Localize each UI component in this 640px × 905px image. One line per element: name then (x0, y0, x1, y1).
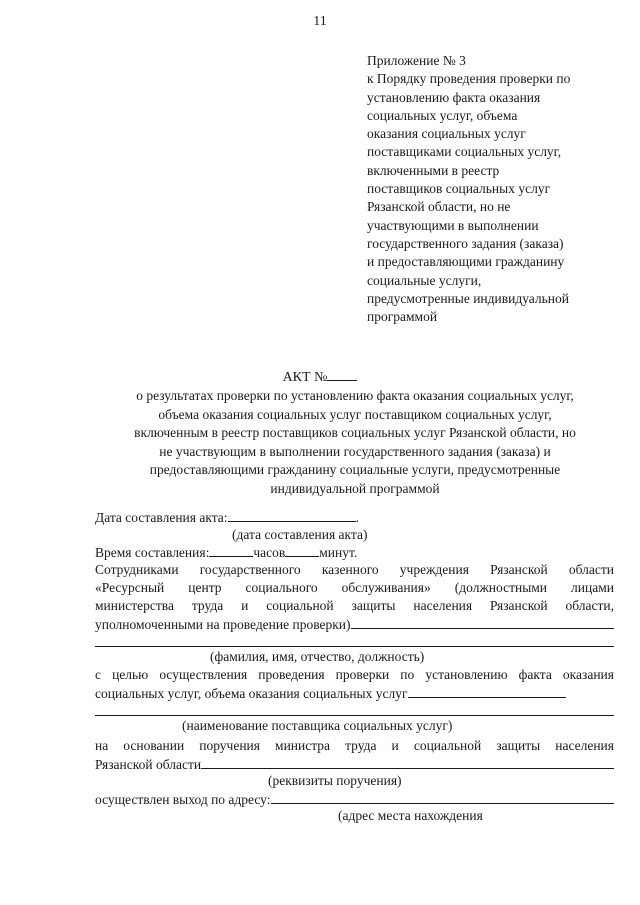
hours-field[interactable] (209, 543, 253, 557)
appendix-line: включенными в реестр (367, 162, 500, 178)
minutes-field[interactable] (285, 543, 319, 557)
appendix-line: социальных услуг, объема (367, 107, 518, 123)
address-field[interactable] (271, 790, 615, 804)
page-number: 11 (313, 14, 327, 29)
purpose-row (95, 684, 614, 703)
provider-line[interactable] (95, 715, 614, 716)
act-title-text: АКТ № (282, 370, 328, 385)
subtitle-line: включенным в реестр поставщиков социальных услуг Рязанской области, но (134, 425, 576, 440)
fio-caption: (фамилия, имя, отчество, должность) (210, 649, 425, 664)
appendix-line: к Порядку проведения проверки по (367, 71, 571, 87)
appendix-line: социальные услуги, (367, 272, 482, 288)
subtitle-line: индивидуальной программой (270, 480, 440, 496)
subtitle-line: о результатах проверки по установлению факта оказания социальных услуг, (136, 388, 574, 403)
appendix-line: Приложение № 3 (367, 53, 466, 68)
time-label: Время составления: (95, 545, 210, 560)
appendix-line: государственного задания (заказа) (367, 235, 564, 251)
purpose-line: с целью осуществления проведения проверки по установлению факта оказания (95, 667, 614, 682)
appendix-line: установлению факта оказания (367, 89, 541, 105)
inspectors-line[interactable] (95, 646, 614, 647)
date-row (95, 508, 614, 527)
provider-caption: (наименование поставщика социальных услуг) (182, 718, 453, 733)
purpose-line: социальных услуг, объема оказания социальных услуг (95, 686, 408, 701)
employees-line: министерства труда и социальной защиты населения Рязанской области, (95, 598, 614, 613)
appendix-line: программой (367, 309, 438, 325)
date-end: . (355, 510, 359, 525)
subtitle-line: не участвующим в выполнении государственного задания (заказа) и (159, 443, 551, 459)
appendix-block (367, 52, 629, 326)
appendix-line: Рязанской области, но не (367, 199, 511, 215)
appendix-line: оказания социальных услуг (367, 126, 526, 142)
appendix-line: участвующими в выполнении (367, 217, 539, 233)
employees-line: «Ресурсный центр социального обслуживания» (должностными лицами (95, 580, 614, 595)
time-row (95, 543, 614, 562)
hours-label: часов (253, 545, 286, 560)
act-subtitle (95, 387, 615, 498)
employees-line: Сотрудниками государственного казенного учреждения Рязанской области (95, 562, 614, 577)
appendix-line: и предоставляющими гражданину (367, 254, 565, 270)
provider-field[interactable] (408, 684, 566, 698)
subtitle-line: предоставляющими гражданину социальные услуги, предусмотренные (149, 462, 561, 477)
appendix-line: предусмотренные индивидуальной (367, 290, 569, 306)
appendix-line: поставщиков социальных услуг (367, 181, 551, 197)
date-caption: (дата составления акта) (232, 527, 368, 542)
appendix-line: поставщиками социальных услуг, (367, 144, 562, 160)
employees-last: уполномоченными на проведение проверки) (95, 617, 351, 632)
date-field[interactable] (228, 508, 356, 522)
minutes-label: минут. (319, 545, 358, 560)
inspectors-field[interactable] (351, 615, 614, 629)
date-label: Дата составления акта: (95, 510, 228, 525)
order-caption: (реквизиты поручения) (268, 773, 402, 788)
basis-line: Рязанской области (95, 757, 202, 772)
act-title (0, 367, 640, 386)
act-number-blank[interactable] (327, 367, 357, 381)
address-caption: (адрес места нахождения (338, 808, 483, 823)
basis-line: на основании поручения министра труда и социальной защиты населения (95, 738, 614, 753)
employees-last-row (95, 615, 614, 634)
address-label: осуществлен выход по адресу: (95, 792, 271, 807)
subtitle-line: объема оказания социальных услуг поставщиком социальных услуг, (158, 406, 552, 422)
order-field[interactable] (201, 755, 614, 769)
